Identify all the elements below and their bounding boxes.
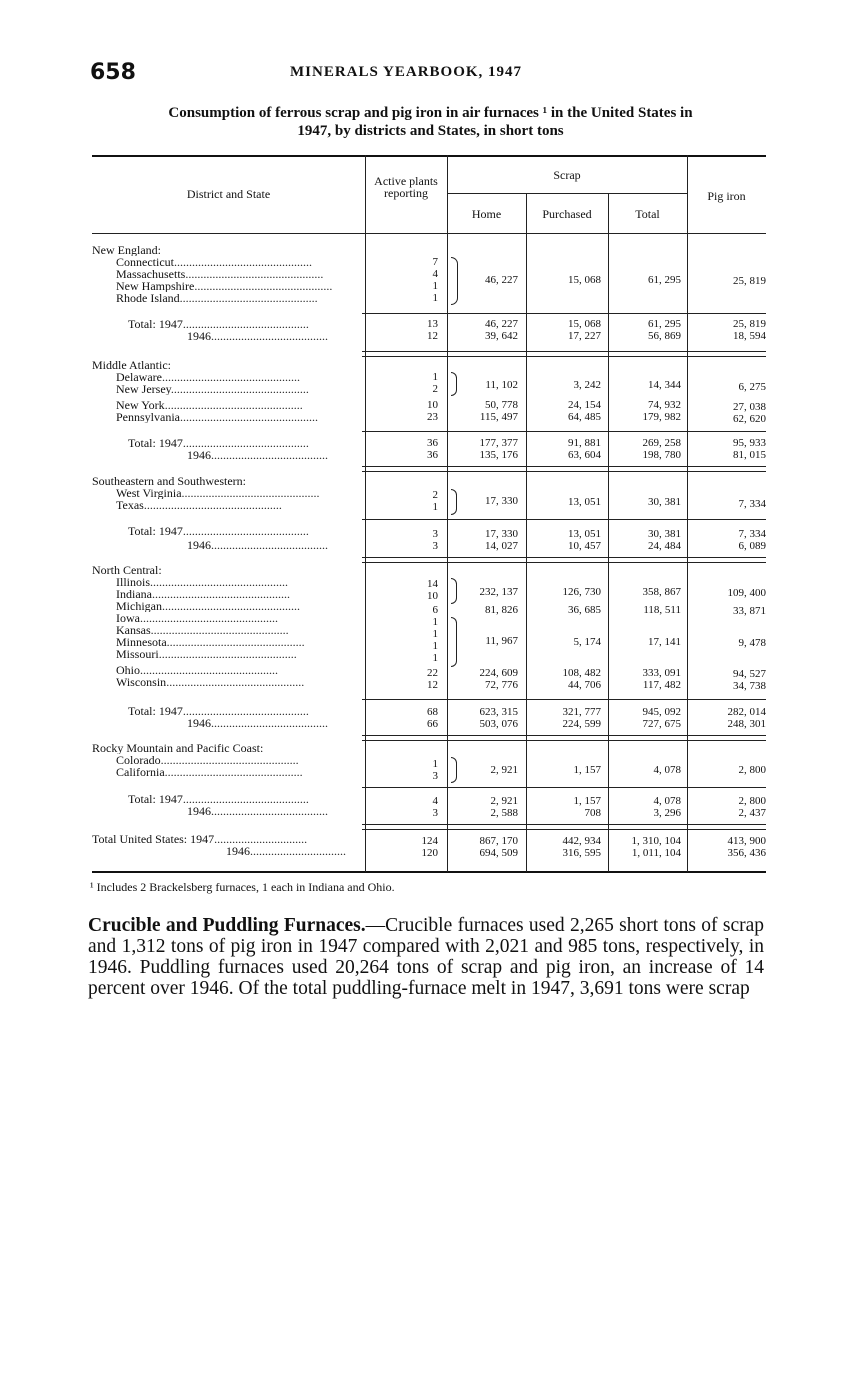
cell: 44, 706 — [568, 679, 601, 691]
cell: 36, 685 — [568, 604, 601, 616]
double-rule — [362, 351, 766, 357]
cell: 17, 330 — [485, 528, 518, 540]
state-label: Kansas.............................................. — [116, 624, 289, 636]
cell: 27, 038 — [733, 401, 766, 413]
double-rule — [362, 466, 766, 472]
cell: 120 — [421, 847, 438, 859]
cell: 177, 377 — [479, 437, 518, 449]
paragraph-heading: Crucible and Puddling Furnaces. — [88, 915, 366, 936]
rule — [362, 787, 766, 788]
cell: 74, 932 — [648, 399, 681, 411]
header-pig-iron: Pig iron — [707, 189, 746, 203]
cell: 1 — [432, 628, 438, 640]
cell: 81, 826 — [485, 604, 518, 616]
cell: 13 — [427, 318, 438, 330]
cell: 117, 482 — [642, 679, 681, 691]
cell: 126, 730 — [562, 586, 601, 598]
state-label: Connecticut.............................................. — [116, 256, 312, 268]
scrap-subheader-rule — [447, 193, 687, 194]
cell: 1 — [432, 640, 438, 652]
state-label: Iowa.............................................. — [116, 612, 278, 624]
district-heading: Southeastern and Southwestern: — [92, 475, 246, 487]
cell: 24, 484 — [648, 540, 681, 552]
cell: 62, 620 — [733, 413, 766, 425]
cell: 179, 982 — [642, 411, 681, 423]
state-label: Rhode Island.............................................. — [116, 292, 318, 304]
cell: 56, 869 — [648, 330, 681, 342]
rule — [362, 519, 766, 520]
cell: 64, 485 — [568, 411, 601, 423]
cell: 33, 871 — [733, 605, 766, 617]
cell: 623, 315 — [479, 706, 518, 718]
total-label: Total: 1947.......................................... — [128, 793, 309, 805]
cell: 115, 497 — [479, 411, 518, 423]
table-top-rule — [92, 155, 766, 157]
state-label: Michigan.............................................. — [116, 600, 300, 612]
district-heading: Rocky Mountain and Pacific Coast: — [92, 742, 264, 754]
total-label: Total: 1947.......................................... — [128, 318, 309, 330]
cell: 95, 933 — [733, 437, 766, 449]
cell: 24, 154 — [568, 399, 601, 411]
cell: 2, 588 — [490, 807, 518, 819]
cell: 413, 900 — [727, 835, 766, 847]
state-label: Delaware.............................................. — [116, 371, 300, 383]
cell: 109, 400 — [727, 587, 766, 599]
district-heading: New England: — [92, 244, 161, 256]
total-label: Total United States: 1947............................... — [92, 833, 308, 845]
total-label: Total: 1947.......................................... — [128, 437, 309, 449]
cell: 3, 296 — [653, 807, 681, 819]
cell: 22 — [427, 667, 438, 679]
table-caption — [88, 104, 773, 140]
cell: 11, 102 — [485, 379, 518, 391]
cell: 81, 015 — [733, 449, 766, 461]
total-label: 1946....................................... — [187, 330, 328, 342]
cell: 5, 174 — [573, 636, 601, 648]
cell: 945, 092 — [642, 706, 681, 718]
state-label: California.............................................. — [116, 766, 303, 778]
state-label: New York.............................................. — [116, 399, 303, 411]
rule — [362, 699, 766, 700]
cell: 10 — [427, 399, 438, 411]
district-heading: North Central: — [92, 564, 162, 576]
cell: 2 — [432, 383, 438, 395]
cell: 50, 778 — [485, 399, 518, 411]
cell: 68 — [427, 706, 438, 718]
state-label: New Jersey.............................................. — [116, 383, 309, 395]
cell: 3 — [432, 770, 438, 782]
cell: 72, 776 — [485, 679, 518, 691]
cell: 91, 881 — [568, 437, 601, 449]
cell: 13, 051 — [568, 528, 601, 540]
cell: 1 — [432, 371, 438, 383]
total-label: 1946....................................... — [187, 717, 328, 729]
cell: 358, 867 — [642, 586, 681, 598]
header-bottom-rule — [92, 233, 766, 234]
district-heading: Middle Atlantic: — [92, 359, 171, 371]
cell: 7, 334 — [738, 528, 766, 540]
cell: 2, 800 — [738, 764, 766, 776]
cell: 12 — [427, 330, 438, 342]
cell: 36 — [427, 437, 438, 449]
cell: 1, 310, 104 — [631, 835, 681, 847]
cell: 356, 436 — [727, 847, 766, 859]
double-rule — [362, 735, 766, 741]
cell: 4 — [432, 795, 438, 807]
state-label: Minnesota.............................................. — [116, 636, 305, 648]
caption-line-2: 1947, by districts and States, in short tons — [297, 123, 564, 139]
total-label: 1946....................................... — [187, 805, 328, 817]
cell: 282, 014 — [727, 706, 766, 718]
cell: 30, 381 — [648, 496, 681, 508]
cell: 25, 819 — [733, 275, 766, 287]
cell: 94, 527 — [733, 668, 766, 680]
cell: 1, 011, 104 — [631, 847, 681, 859]
cell: 708 — [584, 807, 601, 819]
header-purchased: Purchased — [542, 207, 592, 221]
cell: 727, 675 — [642, 718, 681, 730]
cell: 1 — [432, 652, 438, 664]
cell: 30, 381 — [648, 528, 681, 540]
state-label: Massachusetts.............................................. — [116, 268, 324, 280]
state-label: Illinois.............................................. — [116, 576, 289, 588]
cell: 15, 068 — [568, 318, 601, 330]
cell: 3, 242 — [573, 379, 601, 391]
cell: 224, 609 — [479, 667, 518, 679]
cell: 108, 482 — [562, 667, 601, 679]
total-label: 1946....................................... — [187, 449, 328, 461]
cell: 2, 437 — [738, 807, 766, 819]
cell: 198, 780 — [642, 449, 681, 461]
cell: 14 — [427, 578, 438, 590]
cell: 7, 334 — [738, 498, 766, 510]
cell: 124 — [421, 835, 438, 847]
cell: 2, 921 — [490, 764, 518, 776]
table-bottom-rule — [92, 871, 766, 873]
body-paragraph — [88, 915, 764, 999]
cell: 13, 051 — [568, 496, 601, 508]
header-total: Total — [635, 207, 660, 221]
cell: 4, 078 — [653, 795, 681, 807]
cell: 2, 921 — [490, 795, 518, 807]
cell: 1 — [432, 616, 438, 628]
cell: 6, 275 — [738, 381, 766, 393]
cell: 61, 295 — [648, 318, 681, 330]
cell: 118, 511 — [643, 604, 681, 616]
state-label: Wisconsin.............................................. — [116, 676, 305, 688]
cell: 3 — [432, 807, 438, 819]
cell: 1, 157 — [573, 795, 601, 807]
cell: 3 — [432, 528, 438, 540]
cell: 36 — [427, 449, 438, 461]
state-label: Ohio.............................................. — [116, 664, 278, 676]
cell: 6 — [432, 604, 438, 616]
page-number: 658 — [90, 60, 136, 85]
cell: 3 — [432, 540, 438, 552]
state-label: Indiana.............................................. — [116, 588, 290, 600]
cell: 25, 819 — [733, 318, 766, 330]
cell: 503, 076 — [479, 718, 518, 730]
cell: 6, 089 — [738, 540, 766, 552]
footnote: ¹ Includes 2 Brackelsberg furnaces, 1 each in Indiana and Ohio. — [90, 880, 395, 894]
cell: 2 — [432, 489, 438, 501]
state-label: Colorado.............................................. — [116, 754, 299, 766]
cell: 316, 595 — [562, 847, 601, 859]
cell: 17, 227 — [568, 330, 601, 342]
header-home: Home — [471, 207, 502, 221]
cell: 7 — [432, 256, 438, 268]
state-label: Missouri.............................................. — [116, 648, 297, 660]
state-label: West Virginia.............................................. — [116, 487, 320, 499]
rule — [362, 313, 766, 314]
cell: 135, 176 — [479, 449, 518, 461]
cell: 46, 227 — [485, 274, 518, 286]
paragraph-text: —Crucible furnaces used 2,265 short tons of scrap and 1,312 tons of pig iron in 1947 compared with 2,021 and 985 tons, respectively, in 1946. Puddling furnaces used 20,264 tons of scrap and pig iron, an increase of 14 percent over 1946. Of the total puddling-furnace melt in 1947, 3,691 tons were scrap — [88, 915, 764, 999]
cell: 1 — [432, 501, 438, 513]
cell: 232, 137 — [479, 586, 518, 598]
cell: 248, 301 — [727, 718, 766, 730]
total-label: Total: 1947.......................................... — [128, 525, 309, 537]
cell: 1 — [432, 292, 438, 304]
rule — [362, 431, 766, 432]
cell: 11, 967 — [485, 635, 518, 647]
double-rule — [362, 824, 766, 830]
cell: 39, 642 — [485, 330, 518, 342]
cell: 14, 344 — [648, 379, 681, 391]
total-label: Total: 1947.......................................... — [128, 705, 309, 717]
cell: 10, 457 — [568, 540, 601, 552]
cell: 66 — [427, 718, 438, 730]
cell: 23 — [427, 411, 438, 423]
cell: 4 — [432, 268, 438, 280]
header-scrap: Scrap — [553, 168, 581, 182]
cell: 12 — [427, 679, 438, 691]
cell: 15, 068 — [568, 274, 601, 286]
cell: 14, 027 — [485, 540, 518, 552]
cell: 18, 594 — [733, 330, 766, 342]
state-label: Texas.............................................. — [116, 499, 282, 511]
cell: 4, 078 — [653, 764, 681, 776]
data-table — [92, 155, 766, 875]
cell: 10 — [427, 590, 438, 602]
state-label: Pennsylvania.............................................. — [116, 411, 318, 423]
running-head: MINERALS YEARBOOK, 1947 — [290, 64, 523, 80]
state-label: New Hampshire.............................................. — [116, 280, 333, 292]
cell: 694, 509 — [479, 847, 518, 859]
cell: 9, 478 — [738, 637, 766, 649]
cell: 321, 777 — [562, 706, 601, 718]
cell: 333, 091 — [642, 667, 681, 679]
cell: 17, 330 — [485, 495, 518, 507]
cell: 2, 800 — [738, 795, 766, 807]
cell: 34, 738 — [733, 680, 766, 692]
total-label: 1946................................ — [226, 845, 346, 857]
cell: 63, 604 — [568, 449, 601, 461]
cell: 61, 295 — [648, 274, 681, 286]
cell: 224, 599 — [562, 718, 601, 730]
cell: 17, 141 — [648, 636, 681, 648]
cell: 46, 227 — [485, 318, 518, 330]
cell: 1 — [432, 758, 438, 770]
header-district: District and State — [186, 187, 271, 201]
cell: 269, 258 — [642, 437, 681, 449]
total-label: 1946....................................... — [187, 539, 328, 551]
cell: 1 — [432, 280, 438, 292]
caption-line-1: Consumption of ferrous scrap and pig iron in air furnaces ¹ in the United States in — [168, 105, 693, 121]
cell: 867, 170 — [479, 835, 518, 847]
double-rule — [362, 557, 766, 563]
header-plants: Active plants reporting — [374, 174, 438, 200]
cell: 442, 934 — [562, 835, 601, 847]
cell: 1, 157 — [573, 764, 601, 776]
